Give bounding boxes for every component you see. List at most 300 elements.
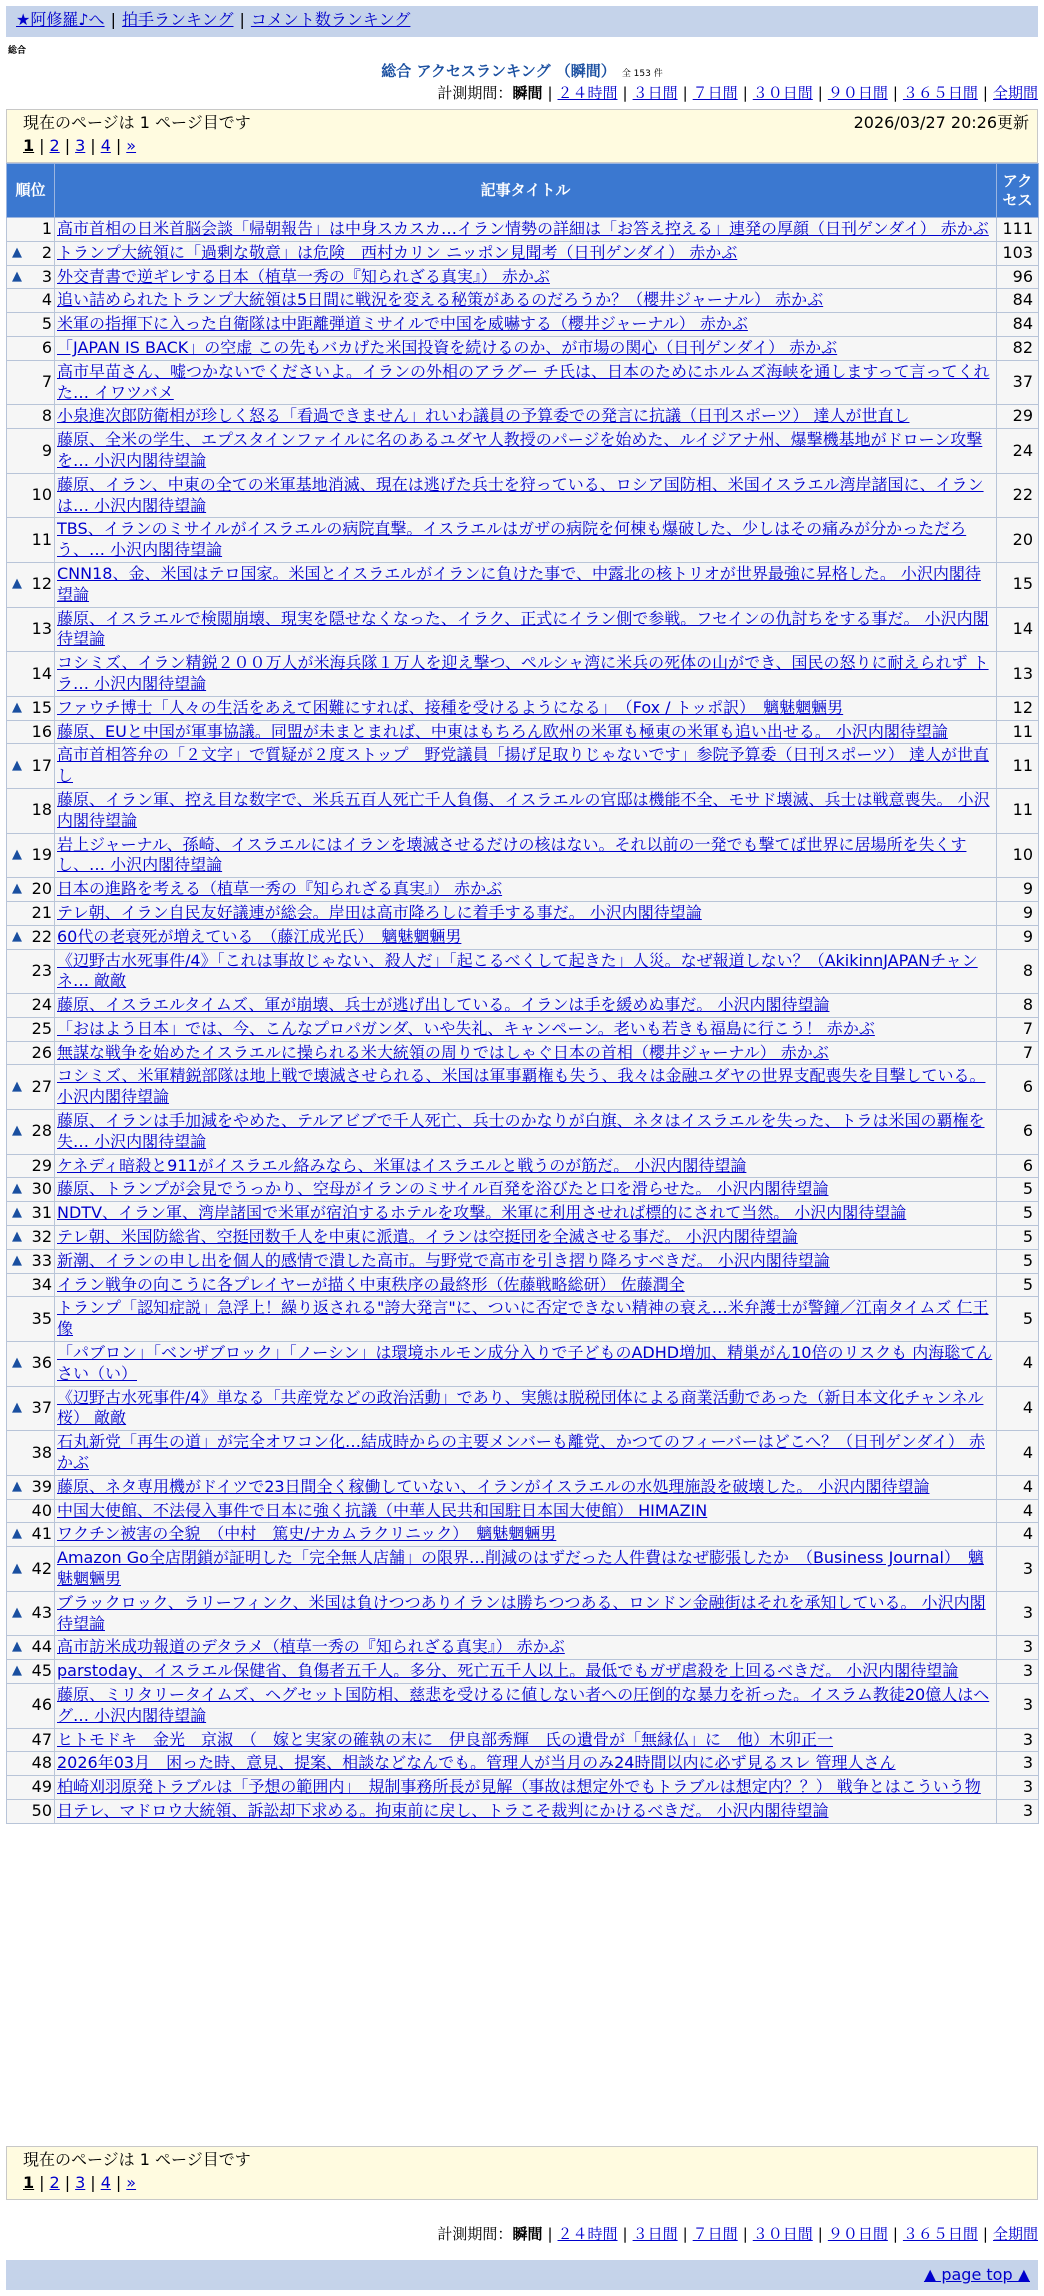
article-link[interactable]: テレ朝、イラン自民友好議連が総会。岸田は高市降ろしに着手する事だ。 小沢内閣待望論 [57,902,702,922]
rank-cell [7,429,55,474]
rank-up-arrow-icon: ▲ [12,1400,22,1416]
title-cell [55,720,997,744]
table-row [7,360,1039,405]
table-row [7,1178,1039,1202]
article-link[interactable]: 藤原、イスラエルで検閲崩壊、現実を隠せなくなった、イラク、正式にイラン側で参戦。フセインの仇討ちをする事だ。 小沢内閣待望論 [57,608,989,649]
rank-cell [7,607,55,652]
separator: | [547,84,553,102]
rank-cell [7,1041,55,1065]
title-cell [55,1110,997,1155]
period-selector-bottom [437,2225,1038,2245]
separator: | [547,2225,553,2243]
article-link[interactable]: テレ朝、米国防総省、空挺団数千人を中東に派遣。イランは空挺団を全滅させる事だ。 小沢内閣待望論 [57,1227,798,1247]
rank-cell [7,1499,55,1523]
rank-number: 11 [31,529,52,549]
access-count: 15 [997,562,1039,607]
table-row [7,265,1039,289]
rank-up-arrow-icon: ▲ [12,268,22,284]
table-row [7,1202,1039,1226]
rank-number: 6 [41,337,52,357]
separator: | [39,2172,45,2192]
period-option-link[interactable]: ３６５日間 [902,2225,978,2243]
table-row [7,994,1039,1018]
article-link[interactable]: ケネディ暗殺と911がイスラエル絡みなら、米軍はイスラエルと戦うのが筋だ。 小沢内閣待望論 [57,1155,747,1175]
page-info-box-top [6,109,1038,163]
rank-cell [7,994,55,1018]
rank-cell [7,1202,55,1226]
article-link[interactable]: 藤原、全米の学生、エプスタインファイルに名のあるユダヤ人教授のパージを始めた、ルイジアナ州、爆撃機基地がドローン攻撃を… 小沢内閣待望論 [57,430,983,470]
article-link[interactable]: 無謀な戦争を始めたイスラエルに操られる米大統領の周りではしゃぐ日本の首相（櫻井ジャーナル） 赤かぶ [57,1042,829,1062]
access-count: 29 [997,405,1039,429]
access-count: 5 [997,1178,1039,1202]
rank-cell [7,1752,55,1776]
page-info-text: 現在のページは 1 ページ目です [23,113,251,132]
separator: | [682,84,688,102]
rank-cell [7,1273,55,1297]
period-option-link[interactable]: ３日間 [632,2225,678,2243]
period-option-link[interactable]: 全期間 [992,2225,1038,2243]
table-row [7,1041,1039,1065]
period-option-link[interactable]: ３６５日間 [902,84,978,102]
title-cell [55,429,997,474]
article-link[interactable]: 2026年03月 困った時、意見、提案、相談などなんでも。管理人が当月のみ24時間以内に必ず見るスレ 管理人さん [57,1753,896,1773]
table-header-row [7,164,1039,218]
title-cell [55,1591,997,1636]
article-link[interactable]: 米軍の指揮下に入った自衛隊は中距離弾道ミサイルで中国を威嚇する（櫻井ジャーナル） 赤かぶ [57,314,748,334]
access-count: 11 [997,744,1039,789]
separator: | [742,2225,748,2243]
rank-number: 2 [41,242,52,262]
rank-cell [7,833,55,878]
access-count: 7 [997,1041,1039,1065]
rank-cell [7,901,55,925]
separator: | [90,135,96,155]
access-count: 14 [997,607,1039,652]
next-page-link[interactable]: » [126,2172,137,2192]
table-row [7,1386,1039,1431]
article-link[interactable]: 高市訪米成功報道のデタラメ（植草一秀の『知られざる真実』） 赤かぶ [57,1637,565,1657]
article-link[interactable]: 藤原、ネタ専用機がドイツで23日間全く稼働していない、イランがイスラエルの水処理施設を破壊した。 小沢内閣待望論 [57,1476,930,1496]
article-link[interactable]: イラン戦争の向こうに各プレイヤーが描く中東秩序の最終形（佐藤戦略総研） 佐藤潤全 [57,1274,685,1294]
title-cell [55,1636,997,1660]
article-link[interactable]: 日テレ、マドロウ大統領、訴訟却下求める。拘束前に戻し、トラこそ裁判にかけるべきだ。 小沢内閣待望論 [57,1800,829,1820]
access-header: アクセス [997,164,1039,218]
rank-cell [7,473,55,518]
table-row [7,405,1039,429]
top-nav-bar [6,6,1038,37]
page-link[interactable]: 4 [100,2172,111,2192]
access-count: 3 [997,1776,1039,1800]
rank-cell [7,744,55,789]
title-cell [55,994,997,1018]
rank-number: 48 [31,1753,52,1773]
rank-up-arrow-icon: ▲ [12,1205,22,1221]
access-count: 7 [997,1017,1039,1041]
article-link[interactable]: ワクチン被害の全貌 （中村 篤史/ナカムラクリニック） 魑魅魍魎男 [57,1524,557,1544]
table-row [7,1728,1039,1752]
rank-cell [7,265,55,289]
separator: | [982,84,988,102]
access-count: 103 [997,241,1039,265]
access-count: 82 [997,336,1039,360]
table-row [7,1342,1039,1387]
access-count: 4 [997,1499,1039,1523]
access-count: 13 [997,652,1039,697]
article-link[interactable]: 小泉進次郎防衛相が珍しく怒る「看過できません」れいわ議員の予算委での発言に抗議（日刊スポーツ） 達人が世直し [57,406,910,426]
title-cell [55,744,997,789]
title-cell [55,788,997,833]
table-row [7,1591,1039,1636]
rank-number: 7 [41,372,52,392]
article-link[interactable]: 「JAPAN IS BACK」の空虚 この先もバカげた米国投資を続けるのか、が市場の関心（日刊ゲンダイ） 赤かぶ [57,337,838,357]
rank-number: 12 [31,574,52,594]
rank-cell [7,1660,55,1684]
table-row [7,1547,1039,1592]
table-row [7,1249,1039,1273]
access-count: 96 [997,265,1039,289]
table-row [7,1110,1039,1155]
table-row [7,878,1039,902]
table-row [7,1684,1039,1729]
separator: | [817,84,823,102]
title-cell [55,1249,997,1273]
rank-cell [7,1178,55,1202]
table-row [7,1017,1039,1041]
rank-number: 30 [31,1179,52,1199]
title-cell [55,1684,997,1729]
access-count: 4 [997,1431,1039,1476]
ranking-title: 総合 アクセスランキング （瞬間） [381,62,616,80]
article-link[interactable]: 高市首相答弁の「２文字」で質疑が２度ストップ 野党議員「揚げ足取りじゃないです」参院予算委（日刊スポーツ） 達人が世直し [57,745,989,786]
rank-up-arrow-icon: ▲ [12,1355,22,1371]
article-link[interactable]: 「おはよう日本」では、今、こんなプロパガンダ、いや失礼、キャンペーン。老いも若きも福島に行こう！ 赤かぶ [57,1018,875,1038]
article-link[interactable]: 藤原、ミリタリータイムズ、ヘグセット国防相、慈悲を受けるに値しない者への圧倒的な暴力を祈った。イスラム教徒20億人はヘグ… 小沢内閣待望論 [57,1685,990,1725]
title-cell [55,833,997,878]
access-count: 3 [997,1684,1039,1729]
access-count: 3 [997,1799,1039,1823]
separator: | [892,2225,898,2243]
title-cell [55,949,997,994]
pagination-top [23,136,1021,157]
comment-ranking-link[interactable]: コメント数ランキング [250,10,411,29]
rank-cell [7,218,55,242]
separator: | [622,84,628,102]
access-count: 4 [997,1523,1039,1547]
separator: | [817,2225,823,2243]
rank-cell [7,1297,55,1342]
table-row [7,925,1039,949]
article-link[interactable]: ヒトモドキ 金光 京淑 （ 嫁と実家の確執の末に 伊良部秀輝 氏の遺骨が「無縁仏」に 他）木卯正一 [57,1729,834,1749]
period-current: 瞬間 [512,84,543,102]
clap-ranking-link[interactable]: 拍手ランキング [121,10,234,29]
access-count: 20 [997,518,1039,563]
title-cell [55,289,997,313]
rank-number: 46 [31,1695,52,1715]
next-page-link[interactable]: » [126,135,137,155]
title-cell [55,473,997,518]
access-count: 11 [997,788,1039,833]
rank-cell [7,788,55,833]
rank-number: 16 [31,721,52,741]
period-option-link[interactable]: ３０日間 [752,2225,813,2243]
access-count: 3 [997,1591,1039,1636]
table-row [7,696,1039,720]
rank-cell [7,518,55,563]
table-row [7,1660,1039,1684]
access-count: 3 [997,1728,1039,1752]
article-link[interactable]: 藤原、イランは手加減をやめた、テルアビブで千人死亡、兵士のかなりが白旗、ネタはイスラエルを失った、トラは米国の覇権を失… 小沢内閣待望論 [57,1111,985,1151]
rank-up-arrow-icon: ▲ [12,1560,22,1576]
title-cell [55,1386,997,1431]
title-cell [55,1499,997,1523]
table-row [7,429,1039,474]
title-cell [55,360,997,405]
separator: | [239,10,245,29]
article-link[interactable]: 藤原、EUと中国が軍事協議。同盟が未まとまれば、中東はもちろん欧州の米軍も極東の米軍も追い出せる。 小沢内閣待望論 [57,721,948,741]
article-link[interactable]: 岩上ジャーナル、孫崎、イスラエルにはイランを壊滅させるだけの核はない。それ以前の一発でも撃てば世界に居場所を失くすし、… 小沢内閣待望論 [57,834,967,875]
rank-number: 33 [31,1250,52,1270]
rank-number: 45 [31,1661,52,1681]
period-label: 計測期間： [437,84,513,102]
rank-up-arrow-icon: ▲ [12,244,22,260]
article-link[interactable]: NDTV、イラン軍、湾岸諸国で米軍が宿泊するホテルを攻撃。米軍に利用させれば標的にされて当然。 小沢内閣待望論 [57,1203,907,1223]
separator: | [90,2172,96,2192]
access-count: 4 [997,1475,1039,1499]
table-row [7,289,1039,313]
period-current: 瞬間 [512,2225,543,2243]
rank-cell [7,696,55,720]
rank-number: 24 [31,995,52,1015]
page-link[interactable]: 2 [49,2172,60,2192]
rank-up-arrow-icon: ▲ [12,881,22,897]
period-option-link[interactable]: ９０日間 [827,84,888,102]
article-link[interactable]: 60代の老衰死が増えている （藤江成光氏） 魑魅魍魎男 [57,926,462,946]
separator: | [682,2225,688,2243]
rank-up-arrow-icon: ▲ [12,1181,22,1197]
article-link[interactable]: 柏崎刈羽原発トラブルは「予想の範囲内」 規制事務所長が見解（事故は想定外でもトラブルは想定内？？） 戦争とはこういう物 [57,1777,981,1797]
rank-number: 25 [31,1018,52,1038]
period-option-link[interactable]: ３０日間 [752,84,813,102]
ranking-table [6,163,1039,1824]
table-row [7,901,1039,925]
access-count: 3 [997,1660,1039,1684]
article-link[interactable]: 高市首相の日米首脳会談「帰朝報告」は中身スカスカ…イラン情勢の詳細は「お答え控える」連発の厚顔（日刊ゲンダイ） 赤かぶ [57,219,989,238]
rank-cell [7,1547,55,1592]
access-count: 3 [997,1547,1039,1592]
table-row [7,1499,1039,1523]
access-count: 5 [997,1202,1039,1226]
article-link[interactable]: 「パブロン」「ベンザブロック」「ノーシン」は環境ホルモン成分入りで子どものADHD増加、精巣がん10倍のリスクも 内海聡てんさい（い） [57,1343,993,1383]
rank-number: 32 [31,1227,52,1247]
rank-number: 39 [31,1476,52,1496]
table-row [7,1523,1039,1547]
period-option-link[interactable]: 全期間 [992,84,1038,102]
rank-cell [7,1431,55,1476]
access-count: 24 [997,429,1039,474]
page-top-link[interactable]: ▲ page top ▲ [923,2265,1030,2284]
rank-number: 35 [31,1308,52,1328]
rank-cell [7,949,55,994]
article-link[interactable]: 石丸新党「再生の道」が完全オワコン化…結成時からの主要メンバーも離党、かつてのフィーバーはどこへ？（日刊ゲンダイ） 赤かぶ [57,1432,985,1473]
rank-number: 22 [31,926,52,946]
title-cell [55,1273,997,1297]
period-option-link[interactable]: ７日間 [692,84,738,102]
page-link[interactable]: 2 [49,135,60,155]
access-count: 5 [997,1249,1039,1273]
article-link[interactable]: 中国大使館、不法侵入事件で日本に強く抗議（中華人民共和国駐日本国大使館） HIMAZIN [57,1500,708,1520]
rank-number: 18 [31,800,52,820]
article-link[interactable]: 藤原、イラン軍、控え目な数字で、米兵五百人死亡千人負傷、イスラエルの官邸は機能不全、モサド壊滅、兵士は戦意喪失。 小沢内閣待望論 [57,789,990,830]
table-row [7,1799,1039,1823]
period-option-link[interactable]: ７日間 [692,2225,738,2243]
rank-cell [7,1110,55,1155]
table-row [7,518,1039,563]
table-row [7,1776,1039,1800]
article-link[interactable]: 外交青書で逆ギレする日本（植草一秀の『知られざる真実』） 赤かぶ [57,266,550,286]
table-row [7,652,1039,697]
table-row [7,1273,1039,1297]
title-cell [55,696,997,720]
table-row [7,833,1039,878]
article-link[interactable]: TBS、イランのミサイルがイスラエルの病院直撃。イスラエルはガザの病院を何棟も爆破した、少しはその痛みが分かっただろう、… 小沢内閣待望論 [57,519,967,560]
total-count: 全 153 件 [621,69,663,79]
updated-timestamp: 2026/03/27 20:26更新 [853,113,1029,132]
article-link[interactable]: 藤原、トランプが会見でうっかり、空母がイランのミサイル百発を浴びたと口を滑らせた。 小沢内閣待望論 [57,1179,829,1199]
page-link[interactable]: 3 [75,2172,86,2192]
page-link[interactable]: 4 [100,135,111,155]
rank-up-arrow-icon: ▲ [12,1252,22,1268]
rank-number: 50 [31,1800,52,1820]
article-link[interactable]: 《辺野古水死事件/4》単なる「共産党などの政治活動」であり、実態は脱税団体による商業活動であった（新日本文化チャンネル桜） 敵敵 [57,1387,984,1428]
table-row [7,1065,1039,1110]
rank-cell [7,1342,55,1387]
title-cell [55,1065,997,1110]
table-row [7,313,1039,337]
article-link[interactable]: parstoday、イスラエル保健省、負傷者五千人。多分、死亡五千人以上。最低でもガザ虐殺を上回るべきだ。 小沢内閣待望論 [57,1661,959,1681]
article-link[interactable]: コシミズ、イラン精鋭２００万人が米海兵隊１万人を迎え撃つ、ペルシャ湾に米兵の死体の山ができ、国民の怒りに耐えられず トラ… 小沢内閣待望論 [57,653,989,693]
rank-cell [7,241,55,265]
rank-cell [7,405,55,429]
rank-number: 36 [31,1353,52,1373]
rank-number: 27 [31,1076,52,1096]
rank-number: 1 [41,219,52,238]
access-count: 4 [997,1386,1039,1431]
table-row [7,336,1039,360]
article-link[interactable]: 藤原、イスラエルタイムズ、軍が崩壊、兵士が逃げ出している。イランは手を緩めぬ事だ。 小沢内閣待望論 [57,995,830,1015]
table-row [7,1431,1039,1476]
article-link[interactable]: 日本の進路を考える（植草一秀の『知られざる真実』） 赤かぶ [57,879,503,899]
period-option-link[interactable]: ９０日間 [827,2225,888,2243]
table-row [7,1154,1039,1178]
article-link[interactable]: ファウチ博士「人々の生活をあえて困難にすれば、接種を受けるようになる」 （Fox / トッポ訳） 魑魅魍魎男 [57,697,844,717]
article-link[interactable]: 《辺野古水死事件/4》「これは事故じゃない、殺人だ」「起こるべくして起きた」人災。なぜ報道しない？（AkikinnJAPANチャンネ… 敵敵 [57,950,978,991]
period-option-link[interactable]: ２４時間 [557,84,618,102]
title-cell [55,925,997,949]
rank-cell [7,1154,55,1178]
table-row [7,788,1039,833]
rank-number: 42 [31,1558,52,1578]
rank-number: 5 [41,314,52,334]
rank-cell [7,1799,55,1823]
rank-number: 14 [31,663,52,683]
table-row [7,473,1039,518]
article-link[interactable]: 藤原、イラン、中東の全ての米軍基地消滅、現在は逃げた兵士を狩っている、ロシア国防相、米国イスラエル湾岸諸国に、イランは… 小沢内閣待望論 [57,474,984,515]
title-cell [55,1154,997,1178]
page-link[interactable]: 3 [75,135,86,155]
rank-number: 3 [41,266,52,286]
access-count: 5 [997,1297,1039,1342]
article-link[interactable]: 新潮、イランの申し出を個人的感情で潰した高市。与野党で高市を引き摺り降ろすべきだ。 小沢内閣待望論 [57,1250,830,1270]
rank-up-arrow-icon: ▲ [12,699,22,715]
rank-number: 19 [31,844,52,864]
separator: | [742,84,748,102]
rank-cell [7,289,55,313]
access-count: 9 [997,901,1039,925]
category-label: 総合 [8,46,27,56]
access-count: 10 [997,833,1039,878]
separator: | [39,135,45,155]
access-count: 3 [997,1752,1039,1776]
article-link[interactable]: 高市早苗さん、嘘つかないでくださいよ。イランの外相のアラグー チ氏は、日本のためにホルムズ海峡を通しますって言ってくれた… イワツバメ [57,361,990,402]
article-link[interactable]: トランプ大統領に「過剰な敬意」は危険 西村カリン ニッポン見聞考（日刊ゲンダイ） 赤かぶ [57,242,738,262]
article-link[interactable]: トランプ「認知症説」急浮上！繰り返される"誇大発言"に、ついに否定できない精神の衰え…米弁護士が警鐘／江南タイムズ 仁王像 [57,1298,989,1339]
rank-up-arrow-icon: ▲ [12,1639,22,1655]
title-cell [55,1660,997,1684]
table-row [7,562,1039,607]
rank-number: 21 [31,902,52,922]
article-link[interactable]: ブラックロック、ラリーフィンク、米国は負けつつありイランは勝ちつつある、ロンドン金融街はそれを承知している。 小沢内閣待望論 [57,1592,986,1633]
rank-cell [7,1728,55,1752]
period-option-link[interactable]: ２４時間 [557,2225,618,2243]
rank-up-arrow-icon: ▲ [12,1526,22,1542]
title-cell [55,1547,997,1592]
article-link[interactable]: 追い詰められたトランプ大統領は5日間に戦況を変える秘策があるのだろうか？（櫻井ジャーナル） 赤かぶ [57,290,824,310]
separator: | [115,2172,122,2192]
rank-number: 38 [31,1442,52,1462]
access-count: 5 [997,1273,1039,1297]
rank-up-arrow-icon: ▲ [12,928,22,944]
article-link[interactable]: コシミズ、米軍精鋭部隊は地上戦で壊滅させられる、米国は軍事覇権も失う、我々は金融ユダヤの世界支配喪失を目撃している。 小沢内閣待望論 [57,1066,986,1107]
rank-cell [7,562,55,607]
title-cell [55,1202,997,1226]
rank-cell [7,1249,55,1273]
rank-cell [7,652,55,697]
access-count: 12 [997,696,1039,720]
rank-number: 37 [31,1398,52,1418]
rank-number: 31 [31,1203,52,1223]
period-option-link[interactable]: ３日間 [632,84,678,102]
rank-cell [7,1636,55,1660]
title-cell [55,1475,997,1499]
rank-cell [7,1523,55,1547]
access-count: 4 [997,1342,1039,1387]
article-link[interactable]: CNN18、金、米国はテロ国家。米国とイスラエルがイランに負けた事で、中露北の核トリオが世界最強に昇格した。 小沢内閣待望論 [57,563,981,604]
title-cell [55,405,997,429]
separator: | [115,135,122,155]
table-row [7,1636,1039,1660]
table-row [7,241,1039,265]
rank-cell [7,1776,55,1800]
rank-cell [7,336,55,360]
title-cell [55,1523,997,1547]
title-cell [55,518,997,563]
title-cell [55,1799,997,1823]
article-link[interactable]: Amazon Go全店閉鎖が証明した「完全無人店舗」の限界…削減のはずだった人件費はなぜ膨張したか （Business Journal） 魑魅魍魎男 [57,1548,984,1589]
rank-number: 20 [31,879,52,899]
home-link[interactable]: ★阿修羅♪へ [16,10,105,29]
access-count: 9 [997,878,1039,902]
rank-number: 40 [31,1500,52,1520]
